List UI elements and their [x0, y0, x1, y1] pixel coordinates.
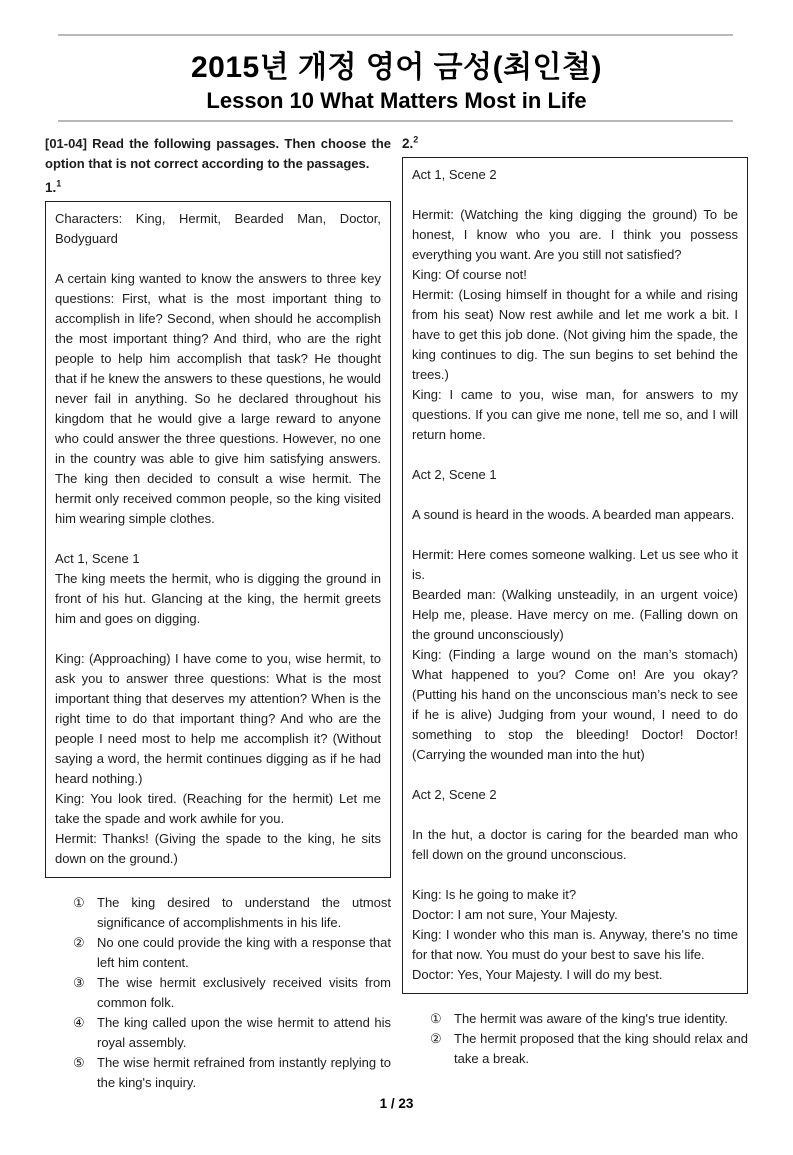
option-marker: ⑤ [73, 1055, 85, 1070]
option-text: The wise hermit exclusively received visits from common folk. [97, 975, 391, 1010]
passage-paragraph: Characters: King, Hermit, Bearded Man, Doctor, Bodyguard [55, 211, 381, 246]
page-title: 2015년 개정 영어 금성(최인철) [190, 51, 603, 84]
passage-paragraph: Act 2, Scene 2 [412, 787, 497, 802]
question-1-options [45, 893, 391, 1093]
option-marker: ③ [73, 975, 85, 990]
question-2-number [402, 134, 748, 154]
option-item [45, 1053, 391, 1093]
passage-paragraph: Doctor: Yes, Your Majesty. I will do my best. [412, 967, 663, 982]
passage-paragraph: Act 2, Scene 1 [412, 467, 497, 482]
option-item [45, 893, 391, 933]
passage-paragraph: Bearded man: (Walking unsteadily, in an urgent voice) Help me, please. Have mercy on me. (Falling down on the ground unconsciously) [412, 587, 738, 642]
passage-paragraph: Hermit: Here comes someone walking. Let us see who it is. [412, 547, 738, 582]
content-columns [45, 134, 748, 1093]
passage-paragraph: Act 1, Scene 1 [55, 551, 140, 566]
passage-paragraph: Doctor: I am not sure, Your Majesty. [412, 907, 618, 922]
question-2-passage-box [402, 157, 748, 994]
passage-paragraph: King: Is he going to make it? [412, 887, 577, 902]
passage-paragraph: Act 1, Scene 2 [412, 167, 497, 182]
passage-paragraph: A sound is heard in the woods. A bearded man appears. [412, 507, 735, 522]
option-text: The king desired to understand the utmost significance of accomplishments in his life. [97, 895, 391, 930]
option-item [45, 1013, 391, 1053]
passage-paragraph: Hermit: (Watching the king digging the ground) To be honest, I know who you are. I think you possess everything you want. Are you still not satisfied? [412, 207, 738, 262]
instructions-text: [01-04] Read the following passages. Then choose the option that is not correct according to the passages. [45, 136, 391, 171]
passage-paragraph: King: I came to you, wise man, for answers to my questions. If you can give me none, tell me so, and I will return home. [412, 387, 738, 442]
passage-paragraph: In the hut, a doctor is caring for the bearded man who fell down on the ground unconscious. [412, 827, 738, 862]
question-1-number [45, 178, 391, 198]
question-1-passage-box [45, 201, 391, 878]
passage-paragraph: Hermit: Thanks! (Giving the spade to the king, he sits down on the ground.) [55, 831, 381, 866]
passage-paragraph: King: I wonder who this man is. Anyway, there's no time for that now. You must do your best to save his life. [412, 927, 738, 962]
option-text: No one could provide the king with a response that left him content. [97, 935, 391, 970]
page-subtitle: Lesson 10 What Matters Most in Life [206, 88, 587, 113]
option-text: The hermit proposed that the king should relax and take a break. [454, 1031, 748, 1066]
option-marker: ② [73, 935, 85, 950]
option-item [402, 1029, 748, 1069]
right-column [402, 134, 748, 1093]
question-number-text: 1. [45, 180, 57, 195]
option-item [45, 973, 391, 1013]
worksheet-page [0, 34, 793, 1155]
header-rule-top [58, 34, 733, 36]
passage-paragraph: King: (Approaching) I have come to you, wise hermit, to ask you to answer three questions: What is the most important thing that deserves my attention? When is the right time to do that important thing? And who are the people I need most to help me accomplish it? (Without saying a word, the hermit continues digging as if he had heard nothing.) [55, 651, 381, 786]
option-text: The wise hermit refrained from instantly replying to the king's inquiry. [97, 1055, 391, 1090]
option-text: The hermit was aware of the king's true identity. [454, 1011, 728, 1026]
option-marker: ① [430, 1011, 442, 1026]
option-marker: ① [73, 895, 85, 910]
header-rule-bottom [58, 120, 733, 122]
option-marker: ④ [73, 1015, 85, 1030]
question-number-text: 2. [402, 136, 414, 151]
passage-paragraph: King: Of course not! [412, 267, 527, 282]
passage-paragraph: King: You look tired. (Reaching for the hermit) Let me take the spade and work awhile for you. [55, 791, 381, 826]
option-item [402, 1009, 748, 1029]
question-number-superscript: 1 [56, 178, 62, 189]
passage-paragraph: King: (Finding a large wound on the man’s stomach) What happened to you? Come on! Are you okay? (Putting his hand on the unconscious man’s neck to see if he is alive) Judging from your wound, I need to do something to stop the bleeding! Doctor! Doctor! (Carrying the wounded man into the hut) [412, 647, 738, 762]
option-item [45, 933, 391, 973]
passage-paragraph: Hermit: (Losing himself in thought for a while and rising from his seat) Now rest awhile and let me work a bit. I have to get this job done. (Not giving him the spade, the king continues to dig. The sun begins to set behind the trees.) [412, 287, 738, 382]
passage-paragraph: The king meets the hermit, who is digging the ground in front of his hut. Glancing at the king, the hermit greets him and goes on digging. [55, 571, 381, 626]
option-marker: ② [430, 1031, 442, 1046]
question-number-superscript: 2 [413, 134, 419, 145]
option-text: The king called upon the wise hermit to attend his royal assembly. [97, 1015, 391, 1050]
question-2-options [402, 1009, 748, 1069]
passage-paragraph: A certain king wanted to know the answers to three key questions: First, what is the most important thing to accomplish in life? Second, when should he accomplish the most important thing? And third, who are the right people to help him accomplish that task? He thought that if he knew the answers to these questions, he would never fail in anything. So he declared throughout his kingdom that he would give a large reward to anyone who could answer the three questions. However, no one in the country was able to give him satisfying answers. The king then decided to consult a wise hermit. The hermit only received common people, so the king visited him wearing simple clothes. [55, 271, 381, 526]
page-number: 1 / 23 [379, 1096, 414, 1111]
left-column [45, 134, 391, 1093]
